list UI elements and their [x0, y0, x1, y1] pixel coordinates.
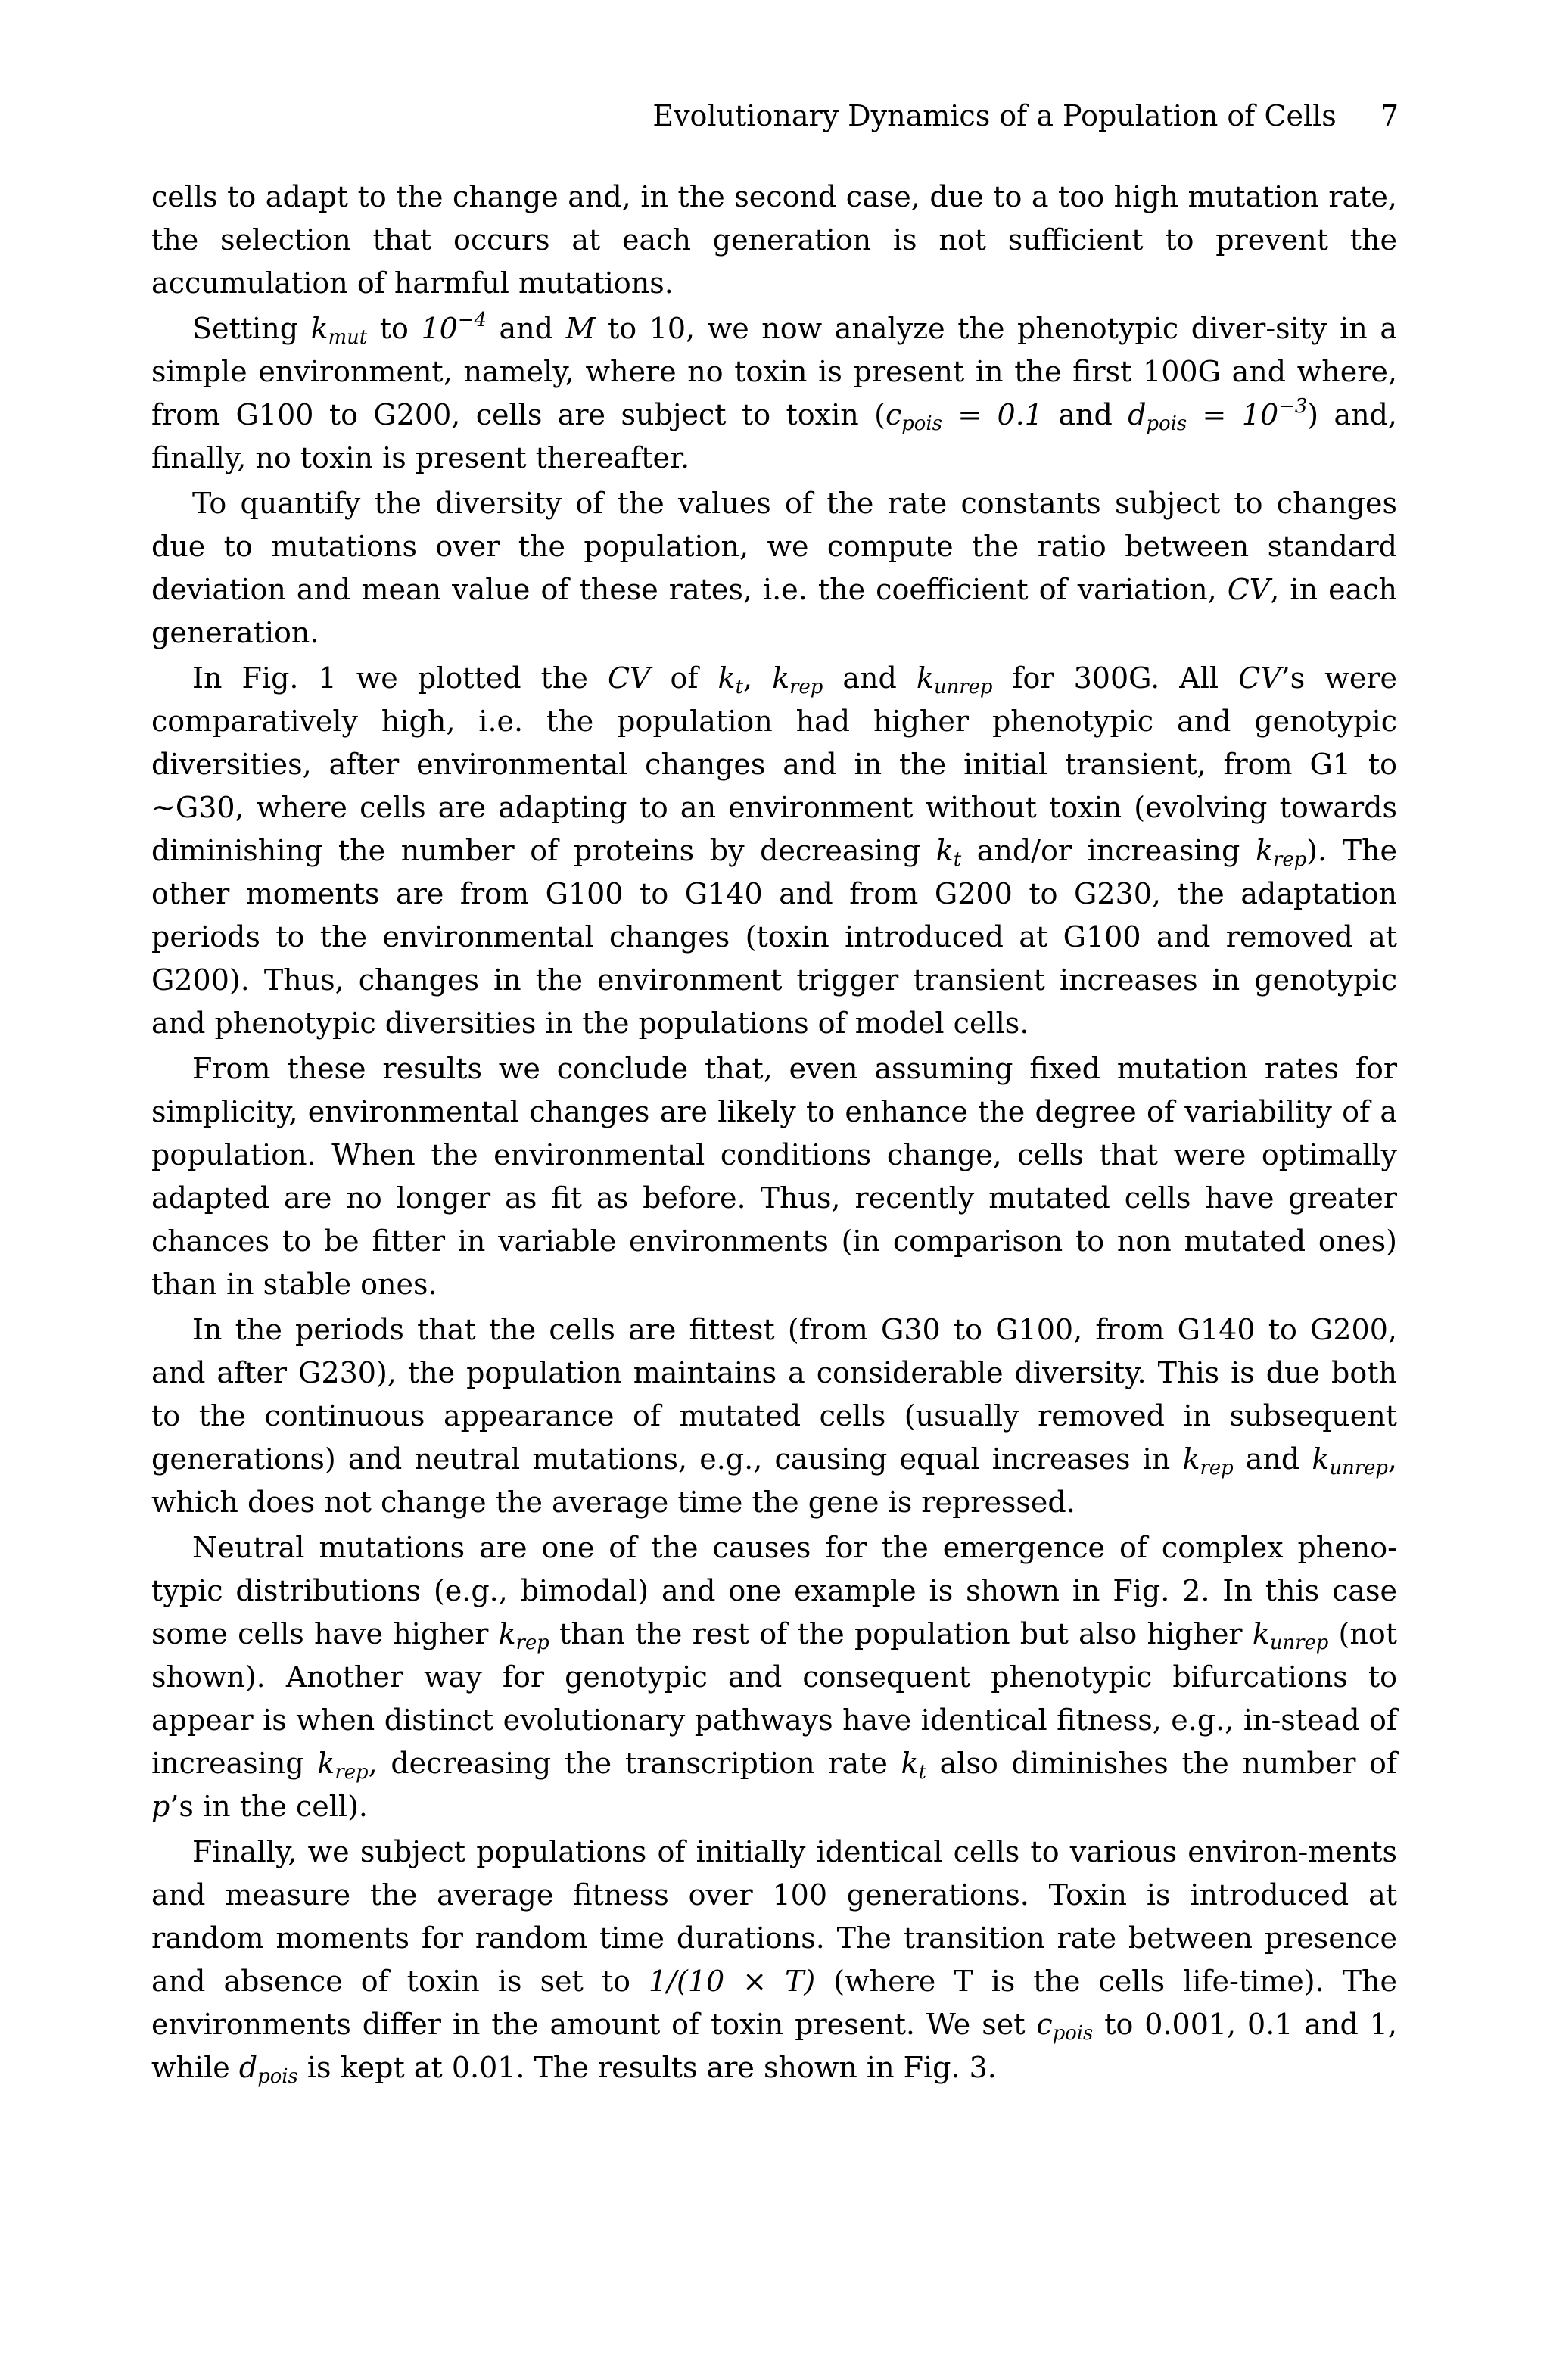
- text-span: (not shown). Another way for genotypic and consequent phenotypic bifurcations to appear is when distinct evolutionary pathways have identical fitness, e.g., in-stead of increasing: [151, 1617, 1397, 1780]
- text-span: , which does not change the average time the gene is repressed.: [151, 1442, 1397, 1519]
- text-span: ). The other moments are from G100 to G140 and from G200 to G230, the adaptation periods to the environmental changes (toxin introduced at G100 and removed at G200). Thus, changes in the environment trigger transient increases in genotypic and phenotypic diversities in the populations of model cells.: [151, 834, 1397, 1040]
- math-symbol: k: [1252, 1617, 1270, 1650]
- page-number: 7: [1380, 99, 1399, 132]
- math-M: M: [565, 312, 596, 345]
- text-span: than the rest of the population but also higher: [549, 1617, 1253, 1650]
- math-symbol: k: [1312, 1442, 1330, 1476]
- text-span: and: [486, 312, 566, 345]
- math-symbol: k: [310, 312, 328, 345]
- math-CV: CV: [607, 661, 651, 695]
- math-k-t: [935, 834, 962, 872]
- math-symbol: c: [885, 398, 902, 431]
- math-k-unrep: [1252, 1617, 1329, 1655]
- paragraph-3: [151, 482, 1397, 655]
- math-exponent: −3: [1278, 394, 1308, 418]
- math-symbol: k: [772, 661, 790, 695]
- math-subscript: unrep: [1329, 1457, 1388, 1480]
- math-subscript: rep: [1272, 848, 1307, 872]
- math-subscript: mut: [328, 326, 368, 350]
- math-k-mut: [310, 312, 368, 350]
- text-span: In Fig. 1 we plotted the: [192, 661, 608, 695]
- text-span: ) and, finally, no toxin is present thereafter.: [151, 398, 1398, 474]
- math-k-rep: [1255, 834, 1307, 872]
- math-transition-rate: 1/(10 × T): [649, 1965, 816, 1998]
- paragraph-4: [151, 657, 1397, 1045]
- paragraph-7: [151, 1526, 1397, 1828]
- math-c-pois: [1036, 2008, 1094, 2046]
- text-span: , in each generation.: [151, 573, 1398, 649]
- math-equals: =: [942, 398, 998, 431]
- math-symbol: d: [1128, 398, 1147, 431]
- math-subscript: t: [735, 676, 743, 699]
- math-k-t: [901, 1747, 926, 1784]
- text-span: also diminishes the number of: [926, 1747, 1397, 1780]
- math-k-rep: [317, 1747, 369, 1784]
- math-subscript: t: [953, 848, 962, 872]
- body-text: [151, 176, 1397, 2092]
- text-span: In the periods that the cells are fittest (from G30 to G100, from G140 to G200, and after G230), the population maintains a considerable diversity. This is due both to the continuous appearance of mutated cells (usually removed in subsequent generations) and neutral mutations, e.g., causing equal increases in: [151, 1313, 1397, 1476]
- math-p: p: [151, 1790, 170, 1823]
- running-head: [652, 97, 1399, 135]
- math-c-pois: [885, 398, 942, 436]
- math-d-pois: [1128, 398, 1187, 436]
- math-k-unrep: [1312, 1442, 1388, 1480]
- math-symbol: d: [238, 2051, 258, 2084]
- math-k-rep: [1182, 1442, 1234, 1480]
- text-span: and: [1233, 1442, 1312, 1476]
- math-k-rep: [772, 661, 823, 699]
- math-subscript: pois: [257, 2065, 298, 2089]
- text-span: and: [1042, 398, 1128, 431]
- text-span: and: [823, 661, 917, 695]
- math-d-value: [1241, 394, 1308, 431]
- math-symbol: k: [916, 661, 934, 695]
- math-k-rep: [498, 1617, 549, 1655]
- text-span: , decreasing the transcription rate: [368, 1747, 901, 1780]
- paragraph-8: [151, 1831, 1397, 2089]
- math-equals: =: [1187, 398, 1242, 431]
- text-span: ,: [742, 661, 773, 695]
- math-subscript: pois: [1146, 412, 1187, 436]
- math-subscript: pois: [1052, 2022, 1094, 2046]
- text-span: to: [367, 312, 422, 345]
- math-CV: CV: [1238, 661, 1281, 695]
- text-span: ’s were comparatively high, i.e. the population had higher phenotypic and genotypic diversities, after environmental changes and in the initial transient, from G1 to ∼G30, where cells are adapting to an environment without toxin (evolving towards diminishing the number of proteins by decreasing: [151, 661, 1397, 867]
- math-subscript: rep: [335, 1761, 369, 1784]
- text-span: (where T is the cells life-time). The environments differ in the amount of toxin present. We set: [151, 1965, 1398, 2041]
- math-subscript: t: [918, 1761, 926, 1784]
- paragraph-2: [151, 307, 1397, 480]
- math-symbol: k: [498, 1617, 516, 1650]
- math-subscript: rep: [789, 676, 823, 699]
- math-subscript: unrep: [1269, 1632, 1329, 1655]
- math-subscript: rep: [515, 1632, 549, 1655]
- text-span: Neutral mutations are one of the causes for the emergence of complex pheno-typic distributions (e.g., bimodal) and one example is shown in Fig. 2. In this case some cells have higher: [151, 1531, 1397, 1650]
- math-CV: CV: [1227, 573, 1271, 606]
- math-symbol: k: [935, 834, 954, 867]
- text-span: to 0.001, 0.1 and 1, while: [151, 2008, 1397, 2084]
- math-symbol: k: [901, 1747, 919, 1780]
- math-subscript: rep: [1200, 1457, 1234, 1480]
- math-ten-power: [421, 308, 487, 345]
- math-c-value: 0.1: [997, 398, 1043, 431]
- math-exponent: −4: [457, 308, 487, 331]
- math-base: 10: [421, 312, 458, 345]
- math-symbol: k: [717, 661, 736, 695]
- text-span: for 300G. All: [992, 661, 1239, 695]
- math-symbol: k: [1182, 1442, 1200, 1476]
- text-span: Setting: [192, 312, 311, 345]
- math-subscript: pois: [901, 412, 942, 436]
- paragraph-1: cells to adapt to the change and, in the second case, due to a too high mutation rate, the selection that occurs at each generation is not sufficient to prevent the accumulation of harmful mutations.: [151, 180, 1397, 300]
- text-span: Finally, we subject populations of initially identical cells to various environ-ments and measure the average fitness over 100 generations. Toxin is introduced at random moments for random time durations. The transition rate between presence and absence of toxin is set to: [151, 1835, 1397, 1998]
- math-symbol: k: [1255, 834, 1273, 867]
- text-span: To quantify the diversity of the values of the rate constants subject to changes due to mutations over the population, we compute the ratio between standard deviation and mean value of these rates, i.e. the coefficient of variation,: [151, 487, 1397, 606]
- math-symbol: k: [317, 1747, 335, 1780]
- text-span: of: [650, 661, 718, 695]
- paragraph-5: From these results we conclude that, even assuming fixed mutation rates for simplicity, environmental changes are likely to enhance the degree of variability of a population. When the environmental conditions change, cells that were optimally adapted are no longer as fit as before. Thus, recently mutated cells have greater chances to be fitter in variable environments (in comparison to non mutated ones) than in stable ones.: [151, 1052, 1397, 1301]
- running-title: Evolutionary Dynamics of a Population of Cells: [652, 99, 1337, 132]
- math-k-unrep: [916, 661, 993, 699]
- math-subscript: unrep: [933, 676, 993, 699]
- text-span: is kept at 0.01. The results are shown in Fig. 3.: [297, 2051, 997, 2084]
- text-span: ’s in the cell).: [170, 1790, 368, 1823]
- math-base: 10: [1241, 398, 1279, 431]
- math-k-t: [717, 661, 743, 699]
- math-d-pois: [238, 2051, 298, 2089]
- text-span: and/or increasing: [961, 834, 1256, 867]
- paragraph-6: [151, 1308, 1397, 1524]
- math-symbol: c: [1036, 2008, 1053, 2041]
- text-span: to 10, we now analyze the phenotypic diver-sity in a simple environment, namely, where no toxin is present in the first 100G and where, from G100 to G200, cells are subject to toxin (: [151, 312, 1397, 431]
